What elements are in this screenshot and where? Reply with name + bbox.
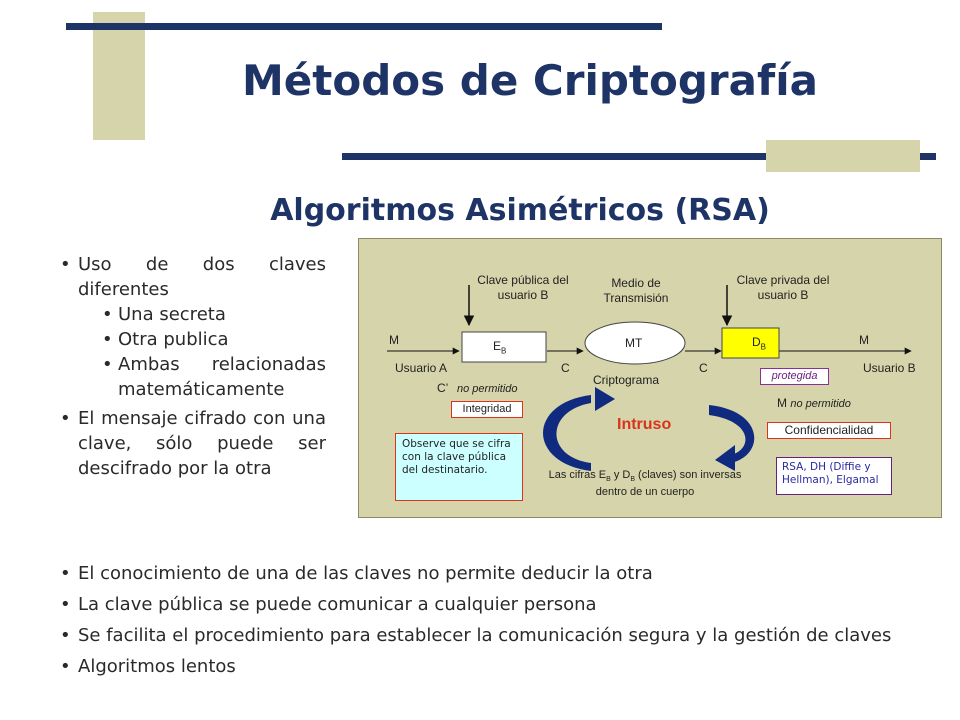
- left-bullet-list: [58, 252, 326, 481]
- list-item: [58, 406, 326, 481]
- encrypt-box-label: $E_B$: [493, 339, 507, 356]
- bullet-text: El mensaje cifrado con una clave, sólo puede ser descifrado por la otra: [78, 408, 326, 479]
- public-key-label: Clave pública del usuario B: [477, 273, 569, 302]
- rsa-diagram: [358, 238, 942, 518]
- curved-arrow-left: [543, 395, 591, 471]
- decrypt-box: [722, 328, 779, 358]
- cipher-label-right: C: [699, 361, 708, 375]
- user-b-label: Usuario B: [863, 361, 916, 375]
- curved-arrow-right-head: [715, 445, 735, 471]
- list-item: • La clave pública se puede comunicar a cualquier persona: [58, 593, 916, 617]
- cryptogram-label: Criptograma: [593, 373, 660, 387]
- integrity-badge: Integridad: [451, 401, 523, 418]
- slide-title: Métodos de Criptografía: [242, 56, 818, 105]
- user-a-label: Usuario A: [395, 361, 448, 375]
- private-key-label: Clave privada del usuario B: [736, 273, 830, 302]
- list-item: • Una secreta: [78, 302, 326, 327]
- curved-arrow-left-head: [595, 387, 615, 411]
- algorithms-note: RSA, DH (Diffie y Hellman), Elgamal: [776, 457, 892, 495]
- list-item: • Otra publica: [78, 327, 326, 352]
- decorative-line-top: [66, 23, 662, 30]
- list-item: • Algoritmos lentos: [58, 655, 916, 679]
- list-item: • El conocimiento de una de las claves no permite deducir la otra: [58, 562, 916, 586]
- message-label-left: M: [389, 333, 399, 347]
- message-label-right: M: [859, 333, 869, 347]
- slide-subtitle: Algoritmos Asimétricos (RSA): [270, 193, 770, 228]
- confidentiality-badge: Confidencialidad: [767, 422, 891, 439]
- sub-bullet-list: [78, 302, 326, 402]
- protected-badge: protegida: [760, 368, 829, 385]
- observe-note: Observe que se cifra con la clave pública del destinatario.: [395, 433, 523, 501]
- m-not-allowed-label: M no permitido: [777, 396, 851, 410]
- list-item: • Se facilita el procedimiento para establecer la comunicación segura y la gestión de claves: [58, 624, 916, 648]
- cipher-label-left: C: [561, 361, 570, 375]
- inverse-keys-note: Las cifras $E_B$ y $D_B$ (claves) son inversas dentro de un cuerpo: [548, 469, 742, 499]
- transmission-box-label: MT: [625, 336, 643, 350]
- decorative-block: [766, 140, 920, 172]
- transmission-label: Medio de Transmisión: [603, 276, 669, 305]
- bottom-bullet-list: [58, 562, 916, 686]
- list-item: • Ambas relacionadas matemáticamente: [78, 352, 326, 402]
- list-item: [58, 252, 326, 402]
- bullet-text: Uso de dos claves diferentes: [78, 254, 326, 300]
- intruder-label: Intruso: [617, 416, 672, 433]
- not-allowed-label: no permitido: [457, 383, 518, 395]
- decrypt-box-label: $D_B$: [752, 335, 767, 352]
- cipher-prime-label: C’: [437, 381, 449, 395]
